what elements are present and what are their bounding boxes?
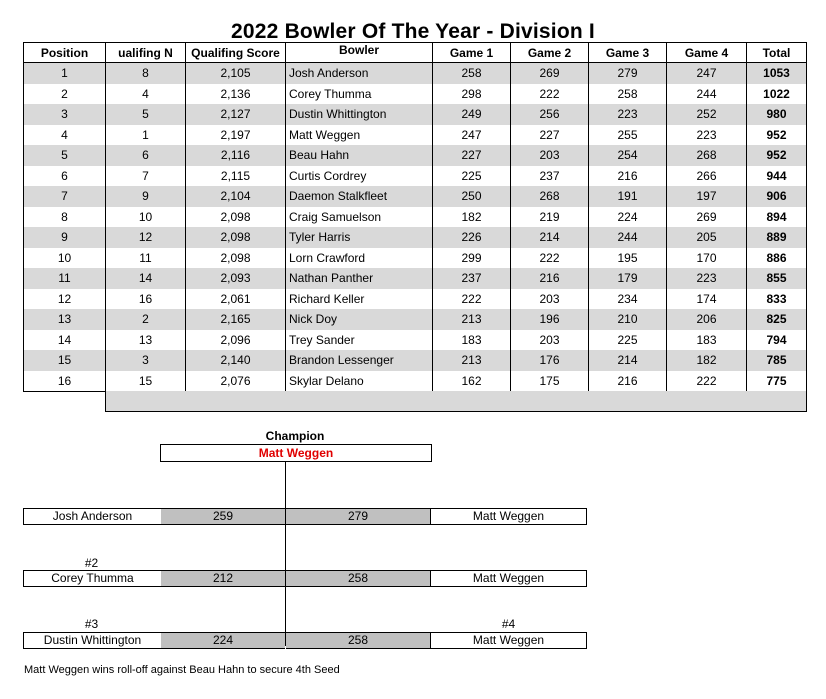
cell-qualifying-score: 2,165 xyxy=(186,309,286,330)
table-row xyxy=(24,330,807,351)
header-bowler: Bowler xyxy=(286,43,433,63)
header-row xyxy=(24,43,807,63)
cell-qualifying-score: 2,098 xyxy=(186,248,286,269)
cell-game-3: 195 xyxy=(589,248,667,269)
cell-qualifying-number: 8 xyxy=(106,63,186,84)
cell-position: 3 xyxy=(24,104,106,125)
cell-game-4: 244 xyxy=(667,84,747,105)
cell-qualifying-score: 2,105 xyxy=(186,63,286,84)
cell-game-4: 268 xyxy=(667,145,747,166)
cell-bowler: Craig Samuelson xyxy=(286,207,433,228)
champion-label: Champion xyxy=(265,429,325,443)
cell-position: 10 xyxy=(24,248,106,269)
cell-qualifying-number: 11 xyxy=(106,248,186,269)
cell-game-1: 250 xyxy=(433,186,511,207)
cell-bowler: Matt Weggen xyxy=(286,125,433,146)
header-game-1: Game 1 xyxy=(433,43,511,63)
cell-game-3: 210 xyxy=(589,309,667,330)
match3-right-seed: #4 xyxy=(501,617,516,631)
cell-position: 11 xyxy=(24,268,106,289)
match2-left-score: 212 xyxy=(161,570,285,587)
cell-qualifying-score: 2,093 xyxy=(186,268,286,289)
cell-game-3: 191 xyxy=(589,186,667,207)
cell-game-4: 223 xyxy=(667,268,747,289)
cell-total: 944 xyxy=(747,166,807,187)
cell-qualifying-number: 15 xyxy=(106,371,186,392)
cell-bowler: Trey Sander xyxy=(286,330,433,351)
cell-game-4: 247 xyxy=(667,63,747,84)
cell-game-2: 227 xyxy=(511,125,589,146)
cell-total: 889 xyxy=(747,227,807,248)
cell-bowler: Corey Thumma xyxy=(286,84,433,105)
cell-qualifying-score: 2,116 xyxy=(186,145,286,166)
cell-position: 5 xyxy=(24,145,106,166)
header-position: Position xyxy=(24,43,106,63)
cell-total: 1053 xyxy=(747,63,807,84)
match2-left-name: Corey Thumma xyxy=(23,570,162,587)
cell-position: 12 xyxy=(24,289,106,310)
cell-game-2: 256 xyxy=(511,104,589,125)
cell-game-3: 225 xyxy=(589,330,667,351)
cell-game-1: 213 xyxy=(433,309,511,330)
cell-game-4: 182 xyxy=(667,350,747,371)
table-row xyxy=(24,125,807,146)
cell-qualifying-score: 2,136 xyxy=(186,84,286,105)
cell-game-2: 269 xyxy=(511,63,589,84)
match1-right-score: 279 xyxy=(286,508,430,525)
cell-bowler: Tyler Harris xyxy=(286,227,433,248)
cell-game-2: 203 xyxy=(511,330,589,351)
table-row xyxy=(24,84,807,105)
cell-position: 13 xyxy=(24,309,106,330)
cell-qualifying-score: 2,115 xyxy=(186,166,286,187)
cell-game-1: 225 xyxy=(433,166,511,187)
cell-position: 1 xyxy=(24,63,106,84)
table-row xyxy=(24,207,807,228)
cell-game-1: 237 xyxy=(433,268,511,289)
header-game-4: Game 4 xyxy=(667,43,747,63)
cell-bowler: Nathan Panther xyxy=(286,268,433,289)
cell-qualifying-score: 2,127 xyxy=(186,104,286,125)
cell-game-4: 206 xyxy=(667,309,747,330)
cell-qualifying-score: 2,098 xyxy=(186,227,286,248)
cell-total: 855 xyxy=(747,268,807,289)
table-row xyxy=(24,166,807,187)
cell-total: 775 xyxy=(747,371,807,392)
cell-game-2: 237 xyxy=(511,166,589,187)
cell-total: 886 xyxy=(747,248,807,269)
cell-game-4: 170 xyxy=(667,248,747,269)
cell-bowler: Skylar Delano xyxy=(286,371,433,392)
table-row xyxy=(24,309,807,330)
cell-qualifying-number: 12 xyxy=(106,227,186,248)
table-row xyxy=(24,186,807,207)
cell-position: 4 xyxy=(24,125,106,146)
cell-total: 1022 xyxy=(747,84,807,105)
bracket-connector xyxy=(285,461,286,646)
match3-left-name: Dustin Whittington xyxy=(23,632,162,649)
cell-qualifying-number: 5 xyxy=(106,104,186,125)
match1-right-name: Matt Weggen xyxy=(430,508,587,525)
cell-bowler: Josh Anderson xyxy=(286,63,433,84)
cell-bowler: Beau Hahn xyxy=(286,145,433,166)
match3-left-seed: #3 xyxy=(84,617,99,631)
table-row xyxy=(24,227,807,248)
match2-left-seed: #2 xyxy=(84,556,99,570)
cell-game-3: 244 xyxy=(589,227,667,248)
table-row xyxy=(24,248,807,269)
standings-table xyxy=(23,42,807,391)
cell-qualifying-number: 4 xyxy=(106,84,186,105)
cell-qualifying-number: 13 xyxy=(106,330,186,351)
cell-game-2: 219 xyxy=(511,207,589,228)
cell-bowler: Richard Keller xyxy=(286,289,433,310)
table-row xyxy=(24,104,807,125)
cell-position: 14 xyxy=(24,330,106,351)
cell-position: 9 xyxy=(24,227,106,248)
cell-game-3: 223 xyxy=(589,104,667,125)
cell-game-1: 182 xyxy=(433,207,511,228)
cell-game-1: 213 xyxy=(433,350,511,371)
cell-qualifying-number: 9 xyxy=(106,186,186,207)
cell-total: 952 xyxy=(747,145,807,166)
cell-qualifying-number: 6 xyxy=(106,145,186,166)
cell-position: 6 xyxy=(24,166,106,187)
cell-game-2: 176 xyxy=(511,350,589,371)
cell-bowler: Curtis Cordrey xyxy=(286,166,433,187)
cell-game-2: 222 xyxy=(511,84,589,105)
cell-game-3: 216 xyxy=(589,166,667,187)
header-qualifying-score: Qualifing Score xyxy=(186,43,286,63)
cell-game-1: 247 xyxy=(433,125,511,146)
match2-right-score: 258 xyxy=(286,570,430,587)
cell-total: 825 xyxy=(747,309,807,330)
cell-game-4: 222 xyxy=(667,371,747,392)
cell-total: 980 xyxy=(747,104,807,125)
header-game-3: Game 3 xyxy=(589,43,667,63)
cell-game-1: 249 xyxy=(433,104,511,125)
cell-bowler: Nick Doy xyxy=(286,309,433,330)
cell-game-1: 222 xyxy=(433,289,511,310)
cell-game-2: 216 xyxy=(511,268,589,289)
rolloff-note: Matt Weggen wins roll-off against Beau Hahn to secure 4th Seed xyxy=(24,664,340,676)
table-row xyxy=(24,289,807,310)
cell-game-1: 227 xyxy=(433,145,511,166)
cell-position: 16 xyxy=(24,371,106,392)
cell-game-4: 269 xyxy=(667,207,747,228)
header-game-2: Game 2 xyxy=(511,43,589,63)
header-total: Total xyxy=(747,43,807,63)
cell-game-3: 258 xyxy=(589,84,667,105)
cell-game-3: 224 xyxy=(589,207,667,228)
cell-qualifying-number: 14 xyxy=(106,268,186,289)
cell-game-3: 234 xyxy=(589,289,667,310)
cell-qualifying-score: 2,104 xyxy=(186,186,286,207)
cell-total: 833 xyxy=(747,289,807,310)
cell-game-3: 214 xyxy=(589,350,667,371)
cell-total: 794 xyxy=(747,330,807,351)
cell-game-1: 162 xyxy=(433,371,511,392)
cell-game-4: 266 xyxy=(667,166,747,187)
cell-qualifying-number: 16 xyxy=(106,289,186,310)
cell-game-4: 252 xyxy=(667,104,747,125)
match1-left-score: 259 xyxy=(161,508,285,525)
match3-left-score: 224 xyxy=(161,632,285,649)
cell-qualifying-score: 2,076 xyxy=(186,371,286,392)
cell-game-2: 203 xyxy=(511,289,589,310)
cell-game-4: 183 xyxy=(667,330,747,351)
match3-right-name: Matt Weggen xyxy=(430,632,587,649)
match2-right-name: Matt Weggen xyxy=(430,570,587,587)
cell-game-3: 255 xyxy=(589,125,667,146)
cell-game-4: 205 xyxy=(667,227,747,248)
cell-qualifying-number: 7 xyxy=(106,166,186,187)
cell-qualifying-score: 2,140 xyxy=(186,350,286,371)
table-row xyxy=(24,63,807,84)
cell-game-1: 299 xyxy=(433,248,511,269)
cell-qualifying-number: 2 xyxy=(106,309,186,330)
cell-game-1: 258 xyxy=(433,63,511,84)
cell-bowler: Lorn Crawford xyxy=(286,248,433,269)
cell-qualifying-score: 2,098 xyxy=(186,207,286,228)
table-bottom-rule xyxy=(23,391,105,392)
cell-game-2: 268 xyxy=(511,186,589,207)
cell-qualifying-score: 2,061 xyxy=(186,289,286,310)
cell-bowler: Dustin Whittington xyxy=(286,104,433,125)
cell-bowler: Brandon Lessenger xyxy=(286,350,433,371)
champion-name: Matt Weggen xyxy=(160,444,432,462)
cell-qualifying-number: 1 xyxy=(106,125,186,146)
cell-bowler: Daemon Stalkfleet xyxy=(286,186,433,207)
cell-game-3: 216 xyxy=(589,371,667,392)
cell-position: 2 xyxy=(24,84,106,105)
match1-left-name: Josh Anderson xyxy=(23,508,162,525)
header-qualifying-number: ualifing N xyxy=(106,43,186,63)
cell-game-2: 222 xyxy=(511,248,589,269)
table-row xyxy=(24,350,807,371)
cell-game-1: 183 xyxy=(433,330,511,351)
cell-game-4: 174 xyxy=(667,289,747,310)
cell-total: 785 xyxy=(747,350,807,371)
match3-right-score: 258 xyxy=(286,632,430,649)
cell-game-2: 196 xyxy=(511,309,589,330)
cell-qualifying-score: 2,096 xyxy=(186,330,286,351)
cell-qualifying-number: 10 xyxy=(106,207,186,228)
cell-game-1: 226 xyxy=(433,227,511,248)
cell-game-3: 279 xyxy=(589,63,667,84)
cell-game-2: 214 xyxy=(511,227,589,248)
cell-game-2: 175 xyxy=(511,371,589,392)
cell-qualifying-number: 3 xyxy=(106,350,186,371)
cell-total: 894 xyxy=(747,207,807,228)
table-row xyxy=(24,268,807,289)
cell-qualifying-score: 2,197 xyxy=(186,125,286,146)
table-row xyxy=(24,145,807,166)
table-row xyxy=(24,371,807,392)
cell-total: 906 xyxy=(747,186,807,207)
cell-total: 952 xyxy=(747,125,807,146)
table-footer-bar xyxy=(105,391,807,412)
cell-position: 8 xyxy=(24,207,106,228)
cell-position: 7 xyxy=(24,186,106,207)
cell-game-2: 203 xyxy=(511,145,589,166)
cell-game-4: 223 xyxy=(667,125,747,146)
cell-game-3: 254 xyxy=(589,145,667,166)
cell-game-3: 179 xyxy=(589,268,667,289)
page-title: 2022 Bowler Of The Year - Division I xyxy=(231,20,595,43)
cell-game-1: 298 xyxy=(433,84,511,105)
cell-position: 15 xyxy=(24,350,106,371)
cell-game-4: 197 xyxy=(667,186,747,207)
